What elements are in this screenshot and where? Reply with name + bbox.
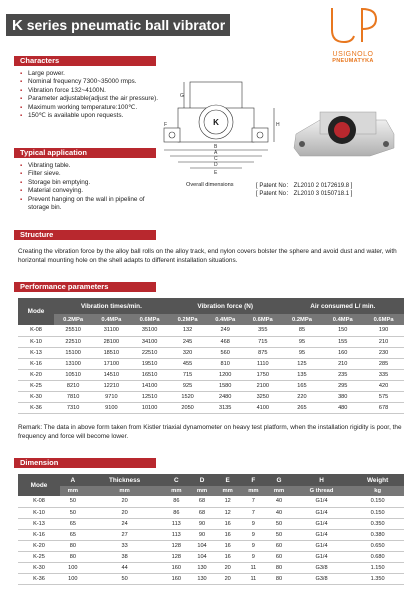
- table-cell: 1.350: [351, 573, 404, 584]
- table-cell: 160: [164, 573, 190, 584]
- dim-column-header: G: [266, 474, 292, 486]
- table-row: [18, 325, 404, 336]
- table-cell: 90: [189, 529, 215, 540]
- table-cell: 135: [282, 369, 323, 380]
- table-cell: 210: [363, 336, 404, 347]
- table-cell: 65: [60, 518, 86, 529]
- perf-pressure-header: 0.4MPa: [322, 314, 363, 325]
- table-cell: G1/4: [292, 529, 351, 540]
- table-cell: 810: [206, 358, 244, 369]
- table-cell: 104: [189, 551, 215, 562]
- table-cell: 130: [189, 573, 215, 584]
- table-cell: 80: [266, 573, 292, 584]
- table-cell: 20: [86, 496, 164, 507]
- table-cell: 380: [322, 391, 363, 402]
- list-item: ▪ Filter sieve.: [20, 170, 160, 178]
- table-cell: 355: [244, 325, 282, 336]
- table-cell: 8210: [54, 380, 92, 391]
- dim-column-header: A: [60, 474, 86, 486]
- table-cell: 160: [164, 562, 190, 573]
- table-cell: 68: [189, 507, 215, 518]
- table-cell: 12: [215, 507, 241, 518]
- table-cell: 1.150: [351, 562, 404, 573]
- row-mode-cell: K-25: [18, 380, 54, 391]
- perf-pressure-header: 0.4MPa: [206, 314, 244, 325]
- table-cell: 50: [266, 518, 292, 529]
- perf-pressure-header: 0.2MPa: [282, 314, 323, 325]
- table-cell: 16: [215, 529, 241, 540]
- table-cell: 68: [189, 496, 215, 507]
- drawing-label-f: F: [164, 122, 168, 128]
- drawing-letter: K: [213, 118, 219, 127]
- table-cell: 160: [322, 347, 363, 358]
- row-mode-cell: K-36: [18, 402, 54, 413]
- table-cell: 50: [266, 529, 292, 540]
- table-cell: 210: [322, 358, 363, 369]
- table-cell: 220: [282, 391, 323, 402]
- list-item: ▪ Parameter adjustable(adjust the air pressure).: [20, 95, 160, 103]
- table-cell: 245: [169, 336, 207, 347]
- table-row: [18, 573, 404, 584]
- table-cell: 295: [322, 380, 363, 391]
- table-cell: 249: [206, 325, 244, 336]
- dim-column-header: Weight: [351, 474, 404, 486]
- table-cell: 130: [189, 562, 215, 573]
- drawing-label-d: D: [214, 162, 218, 168]
- title-text: series pneumatic ball vibrator: [26, 17, 226, 33]
- structure-text: Creating the vibration force by the alloy ball rolls on the alloy track, end nylon covers bolster the sphere and avoid dust and water, with horizontal mounting hole on the shell adapts to different installation situations.: [18, 248, 397, 264]
- dim-column-header: E: [215, 474, 241, 486]
- table-cell: 100: [60, 573, 86, 584]
- table-cell: 16: [215, 518, 241, 529]
- brand-name: USIGNOLO: [332, 51, 374, 58]
- table-cell: 15100: [54, 347, 92, 358]
- table-cell: 35100: [130, 325, 168, 336]
- perf-group-header: Vibration force (N): [169, 298, 282, 314]
- performance-remark: Remark: The data in above form taken from Kistler triaxial dynamometer on heavy test platform, when the installation rigidity is poor, the frequency and force will become lower.: [18, 424, 402, 440]
- table-row: [18, 496, 404, 507]
- table-cell: 17100: [92, 358, 130, 369]
- table-cell: 80: [60, 551, 86, 562]
- table-cell: 95: [282, 347, 323, 358]
- table-cell: 265: [282, 402, 323, 413]
- performance-heading: Performance parameters: [14, 282, 156, 292]
- dim-mode-header: Mode: [18, 474, 60, 496]
- table-cell: 678: [363, 402, 404, 413]
- table-cell: 7: [241, 507, 267, 518]
- table-cell: 27: [86, 529, 164, 540]
- list-item: ▪ 150℃ is available upon requests.: [20, 112, 160, 120]
- table-cell: 2480: [206, 391, 244, 402]
- table-cell: 16: [215, 540, 241, 551]
- table-row: [18, 380, 404, 391]
- table-cell: 11: [241, 573, 267, 584]
- table-cell: 7810: [54, 391, 92, 402]
- table-row: [18, 391, 404, 402]
- dim-column-header: C: [164, 474, 190, 486]
- table-cell: 16510: [130, 369, 168, 380]
- list-item: ▪ Nominal frequency 7300~35000 rmps.: [20, 78, 160, 86]
- table-cell: 44: [86, 562, 164, 573]
- table-cell: 24: [86, 518, 164, 529]
- perf-group-header: Vibration times/min.: [54, 298, 169, 314]
- dim-unit-header: mm: [86, 486, 164, 496]
- table-cell: 113: [164, 529, 190, 540]
- table-cell: 38: [86, 551, 164, 562]
- patent-line: [ Patent No： ZL2010 3 0150718.1 ]: [256, 191, 353, 197]
- table-cell: 50: [60, 507, 86, 518]
- perf-pressure-header: 0.4MPa: [92, 314, 130, 325]
- table-cell: 9: [241, 551, 267, 562]
- table-cell: 715: [244, 336, 282, 347]
- table-cell: 104: [189, 540, 215, 551]
- table-cell: 1750: [244, 369, 282, 380]
- row-mode-cell: K-16: [18, 529, 60, 540]
- drawing-label-g: G: [180, 93, 184, 99]
- dim-unit-header: mm: [189, 486, 215, 496]
- dim-unit-header: mm: [241, 486, 267, 496]
- table-cell: 10100: [130, 402, 168, 413]
- table-cell: 3135: [206, 402, 244, 413]
- table-cell: 1110: [244, 358, 282, 369]
- table-cell: 155: [322, 336, 363, 347]
- list-item: ▪ Vibrating table.: [20, 162, 160, 170]
- row-mode-cell: K-30: [18, 562, 60, 573]
- dim-unit-header: kg: [351, 486, 404, 496]
- perf-pressure-header: 0.2MPa: [54, 314, 92, 325]
- table-cell: 113: [164, 518, 190, 529]
- table-cell: 7: [241, 496, 267, 507]
- list-item: ▪ Maximum working temperature:100℃.: [20, 104, 160, 112]
- product-photo: [290, 100, 400, 160]
- table-cell: 12510: [130, 391, 168, 402]
- table-cell: 715: [169, 369, 207, 380]
- page-title: [6, 14, 230, 36]
- table-cell: 230: [363, 347, 404, 358]
- table-cell: 0.150: [351, 496, 404, 507]
- table-cell: 80: [60, 540, 86, 551]
- row-mode-cell: K-25: [18, 551, 60, 562]
- table-cell: 1520: [169, 391, 207, 402]
- table-cell: 575: [363, 391, 404, 402]
- drawing-label-a: A: [214, 150, 218, 156]
- table-cell: 13100: [54, 358, 92, 369]
- row-mode-cell: K-13: [18, 347, 54, 358]
- row-mode-cell: K-30: [18, 391, 54, 402]
- perf-mode-header: Mode: [18, 298, 54, 325]
- table-cell: 3250: [244, 391, 282, 402]
- table-cell: 320: [169, 347, 207, 358]
- dimension-heading: Dimension: [14, 458, 156, 468]
- structure-heading: Structure: [14, 230, 156, 240]
- table-cell: 18510: [92, 347, 130, 358]
- table-cell: 10510: [54, 369, 92, 380]
- typical-heading: Typical application: [14, 148, 156, 158]
- table-row: [18, 336, 404, 347]
- drawing-label-b: B: [214, 144, 218, 150]
- table-cell: G1/4: [292, 507, 351, 518]
- row-mode-cell: K-36: [18, 573, 60, 584]
- table-cell: 50: [60, 496, 86, 507]
- table-cell: 190: [363, 325, 404, 336]
- list-item: ▪ Vibration force 132~4100N.: [20, 87, 160, 95]
- table-cell: 128: [164, 540, 190, 551]
- table-cell: 0.380: [351, 529, 404, 540]
- dimension-table: [18, 474, 404, 585]
- table-cell: 1580: [206, 380, 244, 391]
- dim-unit-header: mm: [164, 486, 190, 496]
- perf-pressure-header: 0.2MPa: [169, 314, 207, 325]
- drawing-label-h: H: [276, 122, 280, 128]
- table-cell: 16: [215, 551, 241, 562]
- table-cell: 9710: [92, 391, 130, 402]
- row-mode-cell: K-10: [18, 507, 60, 518]
- table-row: [18, 529, 404, 540]
- table-row: [18, 358, 404, 369]
- table-cell: 9100: [92, 402, 130, 413]
- dim-column-header: Thickness: [86, 474, 164, 486]
- table-cell: G3/8: [292, 562, 351, 573]
- brand-logo-icon: [318, 6, 388, 46]
- table-cell: G1/4: [292, 551, 351, 562]
- dim-unit-header: mm: [60, 486, 86, 496]
- table-cell: 14510: [92, 369, 130, 380]
- row-mode-cell: K-20: [18, 369, 54, 380]
- row-mode-cell: K-20: [18, 540, 60, 551]
- table-cell: 335: [363, 369, 404, 380]
- table-cell: 2100: [244, 380, 282, 391]
- table-cell: 12210: [92, 380, 130, 391]
- table-cell: 20: [215, 562, 241, 573]
- table-row: [18, 369, 404, 380]
- table-cell: 0.150: [351, 507, 404, 518]
- dim-column-header: H: [292, 474, 351, 486]
- title-series-letter: K: [12, 17, 23, 34]
- perf-pressure-header: 0.6MPa: [244, 314, 282, 325]
- perf-group-header: Air consumed L/ min.: [282, 298, 404, 314]
- table-row: [18, 518, 404, 529]
- table-cell: 25510: [54, 325, 92, 336]
- table-cell: 7310: [54, 402, 92, 413]
- table-cell: 560: [206, 347, 244, 358]
- perf-pressure-header: 0.6MPa: [363, 314, 404, 325]
- technical-drawing: [160, 70, 280, 180]
- table-cell: 86: [164, 496, 190, 507]
- table-cell: 34100: [130, 336, 168, 347]
- row-mode-cell: K-16: [18, 358, 54, 369]
- table-cell: 150: [322, 325, 363, 336]
- dim-column-header: D: [189, 474, 215, 486]
- table-cell: G3/8: [292, 573, 351, 584]
- row-mode-cell: K-10: [18, 336, 54, 347]
- table-cell: G1/4: [292, 496, 351, 507]
- table-row: [18, 347, 404, 358]
- table-cell: 12: [215, 496, 241, 507]
- table-cell: 90: [189, 518, 215, 529]
- table-cell: 19510: [130, 358, 168, 369]
- table-cell: 125: [282, 358, 323, 369]
- table-cell: 85: [282, 325, 323, 336]
- dim-unit-header: mm: [266, 486, 292, 496]
- brand-logo: [318, 6, 388, 70]
- brand-sub: PNEUMATYKA: [332, 58, 374, 64]
- list-item: ▪ Storage bin emptying.: [20, 179, 160, 187]
- dim-unit-header: mm: [215, 486, 241, 496]
- patent-list: [256, 182, 406, 198]
- table-cell: 33: [86, 540, 164, 551]
- table-cell: 9: [241, 529, 267, 540]
- characters-heading: Characters: [14, 56, 156, 66]
- table-cell: 455: [169, 358, 207, 369]
- list-item: ▪ Material conveying.: [20, 187, 160, 195]
- table-cell: 60: [266, 540, 292, 551]
- table-cell: 22510: [54, 336, 92, 347]
- table-cell: 480: [322, 402, 363, 413]
- table-cell: 235: [322, 369, 363, 380]
- table-cell: 285: [363, 358, 404, 369]
- table-cell: 420: [363, 380, 404, 391]
- table-cell: 0.350: [351, 518, 404, 529]
- table-cell: 165: [282, 380, 323, 391]
- row-mode-cell: K-08: [18, 496, 60, 507]
- table-cell: 20: [215, 573, 241, 584]
- table-cell: 22510: [130, 347, 168, 358]
- dim-unit-header: G thread: [292, 486, 351, 496]
- table-cell: G1/4: [292, 518, 351, 529]
- table-cell: 875: [244, 347, 282, 358]
- table-cell: 28100: [92, 336, 130, 347]
- table-cell: 95: [282, 336, 323, 347]
- table-cell: 9: [241, 540, 267, 551]
- list-item: ▪ Large power.: [20, 70, 160, 78]
- drawing-caption: Overall dimensions: [186, 182, 234, 188]
- table-cell: 14100: [130, 380, 168, 391]
- table-row: [18, 551, 404, 562]
- table-cell: 0.650: [351, 540, 404, 551]
- table-cell: 65: [60, 529, 86, 540]
- typical-list: [20, 162, 160, 212]
- table-cell: 50: [86, 573, 164, 584]
- table-cell: 40: [266, 507, 292, 518]
- table-cell: 1200: [206, 369, 244, 380]
- table-cell: 9: [241, 518, 267, 529]
- characters-list: [20, 70, 160, 120]
- table-cell: 0.680: [351, 551, 404, 562]
- table-cell: G1/4: [292, 540, 351, 551]
- performance-table: [18, 298, 404, 414]
- patent-line: [ Patent No： ZL2010 2 0172619.8 ]: [256, 183, 353, 189]
- table-cell: 925: [169, 380, 207, 391]
- table-cell: 100: [60, 562, 86, 573]
- drawing-label-c: C: [214, 156, 218, 162]
- table-cell: 4100: [244, 402, 282, 413]
- list-item: ▪ Prevent hanging on the wall in pipeline of storage bin.: [20, 196, 160, 213]
- table-cell: 128: [164, 551, 190, 562]
- table-cell: 468: [206, 336, 244, 347]
- table-row: [18, 402, 404, 413]
- table-cell: 40: [266, 496, 292, 507]
- table-cell: 2050: [169, 402, 207, 413]
- row-mode-cell: K-08: [18, 325, 54, 336]
- table-cell: 60: [266, 551, 292, 562]
- table-row: [18, 562, 404, 573]
- table-cell: 80: [266, 562, 292, 573]
- table-cell: 11: [241, 562, 267, 573]
- drawing-label-e: E: [214, 170, 218, 176]
- table-cell: 31100: [92, 325, 130, 336]
- row-mode-cell: K-13: [18, 518, 60, 529]
- table-row: [18, 540, 404, 551]
- table-cell: 86: [164, 507, 190, 518]
- table-cell: 20: [86, 507, 164, 518]
- perf-pressure-header: 0.6MPa: [130, 314, 168, 325]
- dim-column-header: F: [241, 474, 267, 486]
- table-row: [18, 507, 404, 518]
- table-cell: 132: [169, 325, 207, 336]
